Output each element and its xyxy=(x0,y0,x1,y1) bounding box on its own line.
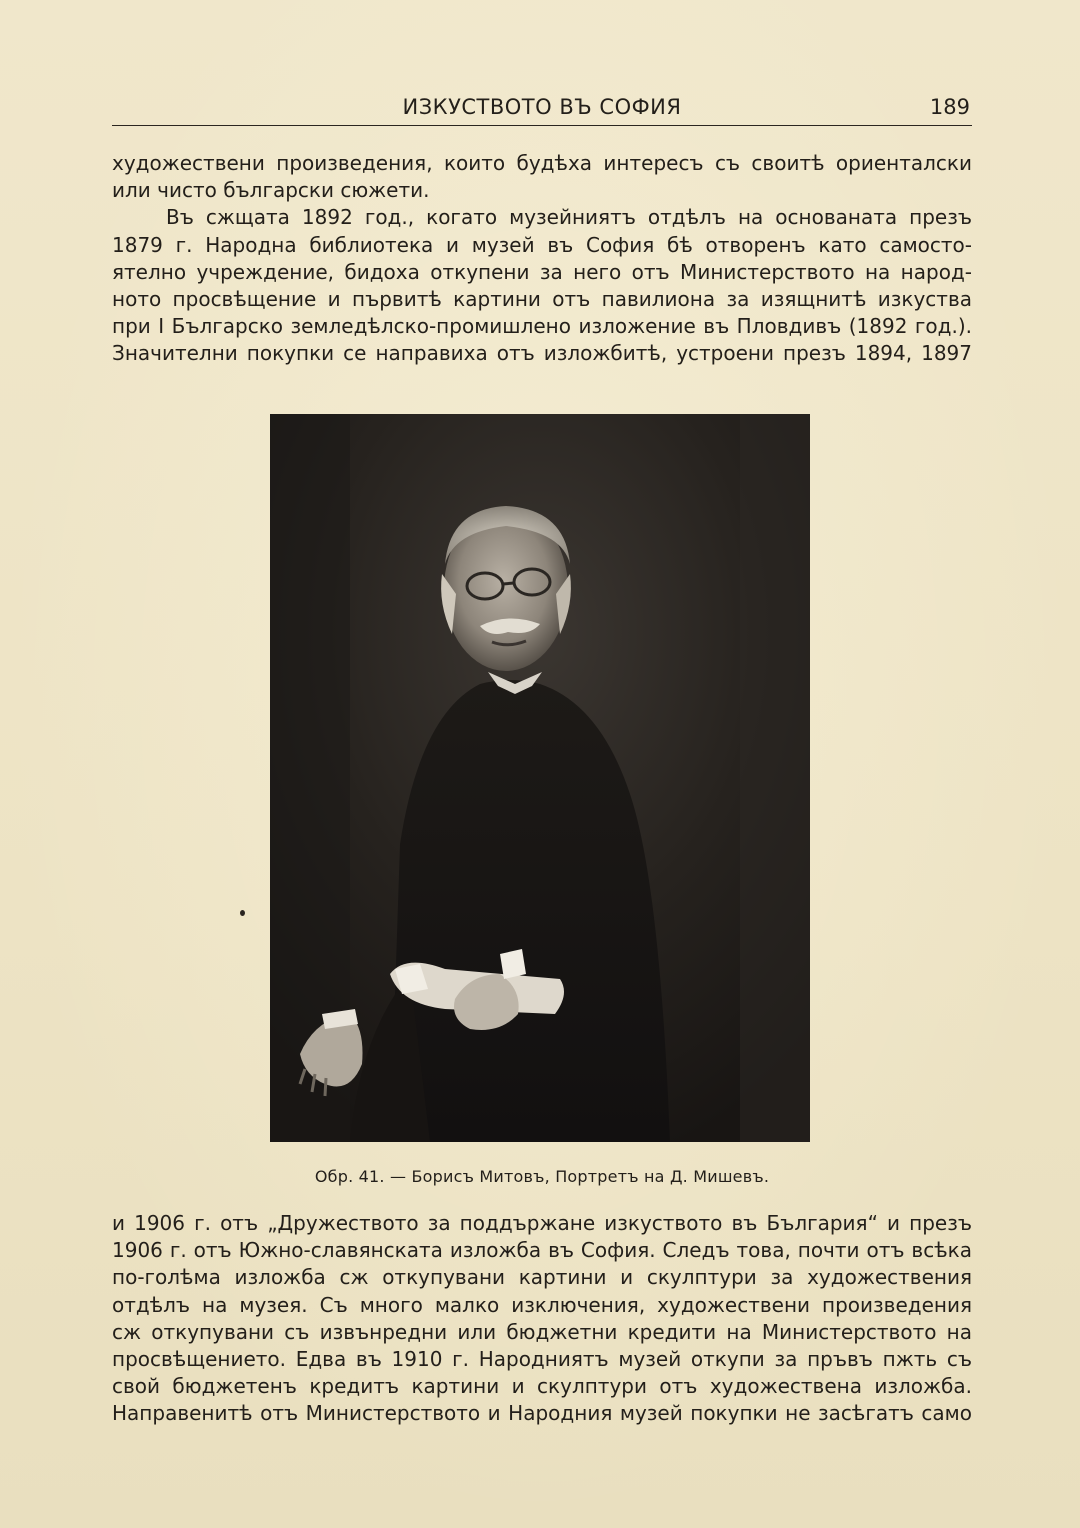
portrait-image xyxy=(270,414,810,1142)
body-text-top xyxy=(112,150,972,368)
text-line: при I Българско земледѣлско-промишлено изложение въ Пловдивъ (1892 год.). xyxy=(112,314,972,339)
text-line: ятелно учреждение, бидоха откупени за него отъ Министерството на народ- xyxy=(112,259,972,284)
text-line: просвѣщението. Едва въ 1910 г. Народниятъ музей откупи за пръвъ пжть съ xyxy=(112,1346,972,1371)
text-line: по-голѣма изложба сж откупувани картини и скулптури за художествения xyxy=(112,1265,972,1290)
portrait-figure xyxy=(270,414,810,1142)
text-line: художествени произведения, които будѣха интересъ съ своитѣ ориенталски xyxy=(112,151,972,175)
text-line: Направенитѣ отъ Министерството и Народния музей покупки не засѣгатъ само xyxy=(112,1401,972,1426)
text-line: свой бюджетенъ кредитъ картини и скулптури отъ художествена изложба. xyxy=(112,1374,972,1399)
header-rule xyxy=(112,125,972,126)
running-header xyxy=(112,92,972,128)
body-text-bottom xyxy=(112,1210,972,1428)
text-line: отдѣлъ на музея. Съ много малко изключения, художествени произведения xyxy=(112,1292,972,1317)
text-line: 1906 г. отъ Южно-славянската изложба въ София. Следъ това, почти отъ всѣка xyxy=(112,1238,972,1263)
text-line: и 1906 г. отъ „Дружеството за поддържане изкуството въ България“ и презъ xyxy=(112,1211,972,1235)
text-line: Значителни покупки се направиха отъ изложбитѣ, устроени презъ 1894, 1897 xyxy=(112,341,972,366)
text-line: 1879 г. Народна библиотека и музей въ София бѣ отворенъ като самосто- xyxy=(112,232,972,257)
text-line: сж откупувани съ извънредни или бюджетни кредити на Министерството на xyxy=(112,1319,972,1344)
running-head-title: ИЗКУСТВОТО ВЪ СОФИЯ xyxy=(402,95,682,119)
figure-caption: Обр. 41. — Борисъ Митовъ, Портретъ на Д. Мишевъ. xyxy=(314,1167,770,1186)
text-line: или чисто български сюжети. xyxy=(112,178,430,203)
page-number: 189 xyxy=(929,95,970,119)
text-line: Въ сжщата 1892 год., когато музейниятъ отдѣлъ на основаната презъ xyxy=(166,205,972,230)
ink-speck xyxy=(240,910,245,916)
text-line: ното просвѣщение и първитѣ картини отъ павилиона за изящнитѣ изкуства xyxy=(112,286,972,311)
